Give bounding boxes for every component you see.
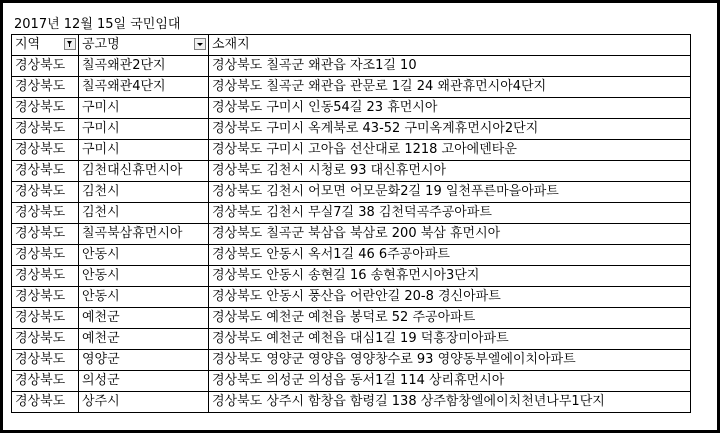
spreadsheet bbox=[11, 10, 707, 413]
cell-notice[interactable]: 김천시 bbox=[79, 182, 209, 203]
cell-address[interactable]: 경상북도 칠곡군 왜관읍 관문로 1길 24 왜관휴먼시아4단지 bbox=[209, 77, 691, 98]
table-row bbox=[12, 392, 691, 413]
cell-notice[interactable]: 칠곡왜관4단지 bbox=[79, 77, 209, 98]
cell-region[interactable]: 경상북도 bbox=[12, 77, 79, 98]
cell-address[interactable]: 경상북도 구미시 고아읍 선산대로 1218 고아에덴타운 bbox=[209, 140, 691, 161]
header-notice-label: 공고명 bbox=[82, 37, 120, 52]
header-row bbox=[12, 35, 691, 56]
cell-region[interactable]: 경상북도 bbox=[12, 140, 79, 161]
table-row bbox=[12, 161, 691, 182]
cell-notice[interactable]: 영양군 bbox=[79, 350, 209, 371]
cell-region[interactable]: 경상북도 bbox=[12, 245, 79, 266]
dropdown-arrow-icon[interactable] bbox=[194, 38, 206, 50]
header-region-label: 지역 bbox=[15, 37, 41, 52]
cell-address[interactable]: 경상북도 안동시 송현길 16 송현휴먼시아3단지 bbox=[209, 266, 691, 287]
table-row bbox=[12, 350, 691, 371]
cell-address[interactable]: 경상북도 김천시 무실7길 38 김천덕곡주공아파트 bbox=[209, 203, 691, 224]
cell-notice[interactable]: 구미시 bbox=[79, 119, 209, 140]
cell-region[interactable]: 경상북도 bbox=[12, 224, 79, 245]
cell-address[interactable]: 경상북도 구미시 인동54길 23 휴먼시아 bbox=[209, 98, 691, 119]
cell-notice[interactable]: 예천군 bbox=[79, 308, 209, 329]
cell-notice[interactable]: 칠곡왜관2단지 bbox=[79, 56, 209, 77]
cell-address[interactable]: 경상북도 예천군 예천읍 대심1길 19 덕흥장미아파트 bbox=[209, 329, 691, 350]
table-row bbox=[12, 266, 691, 287]
cell-address[interactable]: 경상북도 안동시 옥서1길 46 6주공아파트 bbox=[209, 245, 691, 266]
cell-region[interactable]: 경상북도 bbox=[12, 56, 79, 77]
table-row bbox=[12, 98, 691, 119]
table-row bbox=[12, 119, 691, 140]
table-row bbox=[12, 329, 691, 350]
table-row bbox=[12, 77, 691, 98]
cell-notice[interactable]: 예천군 bbox=[79, 329, 209, 350]
cell-notice[interactable]: 안동시 bbox=[79, 266, 209, 287]
data-table bbox=[11, 34, 691, 413]
table-row bbox=[12, 203, 691, 224]
cell-region[interactable]: 경상북도 bbox=[12, 182, 79, 203]
header-address bbox=[209, 35, 691, 56]
header-address-label: 소재지 bbox=[212, 37, 250, 52]
table-row bbox=[12, 224, 691, 245]
table-row bbox=[12, 287, 691, 308]
cell-region[interactable]: 경상북도 bbox=[12, 392, 79, 413]
table-row bbox=[12, 182, 691, 203]
cell-notice[interactable]: 구미시 bbox=[79, 140, 209, 161]
cell-address[interactable]: 경상북도 칠곡군 왜관읍 자조1길 10 bbox=[209, 56, 691, 77]
cell-notice[interactable]: 칠곡북삼휴먼시아 bbox=[79, 224, 209, 245]
table-row bbox=[12, 371, 691, 392]
cell-region[interactable]: 경상북도 bbox=[12, 203, 79, 224]
cell-region[interactable]: 경상북도 bbox=[12, 308, 79, 329]
cell-address[interactable]: 경상북도 구미시 옥계북로 43-52 구미옥계휴먼시아2단지 bbox=[209, 119, 691, 140]
cell-address[interactable]: 경상북도 칠곡군 북삼읍 북삼로 200 북삼 휴먼시아 bbox=[209, 224, 691, 245]
cell-address[interactable]: 경상북도 상주시 함창읍 함령길 138 상주함창엘에이치천년나무1단지 bbox=[209, 392, 691, 413]
table-row bbox=[12, 245, 691, 266]
cell-address[interactable]: 경상북도 영양군 영양읍 영양창수로 93 영양동부엘에이치아파트 bbox=[209, 350, 691, 371]
cell-address[interactable]: 경상북도 의성군 의성읍 동서1길 114 상리휴먼시아 bbox=[209, 371, 691, 392]
cell-notice[interactable]: 의성군 bbox=[79, 371, 209, 392]
cell-address[interactable]: 경상북도 예천군 예천읍 봉덕로 52 주공아파트 bbox=[209, 308, 691, 329]
cell-notice[interactable]: 상주시 bbox=[79, 392, 209, 413]
filter-active-icon[interactable] bbox=[64, 38, 76, 50]
cell-address[interactable]: 경상북도 안동시 풍산읍 어란안길 20-8 경신아파트 bbox=[209, 287, 691, 308]
header-region[interactable] bbox=[12, 35, 79, 56]
header-notice[interactable] bbox=[79, 35, 209, 56]
table-row bbox=[12, 140, 691, 161]
cell-region[interactable]: 경상북도 bbox=[12, 161, 79, 182]
cell-notice[interactable]: 안동시 bbox=[79, 245, 209, 266]
cell-notice[interactable]: 김천대신휴먼시아 bbox=[79, 161, 209, 182]
cell-address[interactable]: 경상북도 김천시 시청로 93 대신휴먼시아 bbox=[209, 161, 691, 182]
table-row bbox=[12, 56, 691, 77]
cell-notice[interactable]: 안동시 bbox=[79, 287, 209, 308]
cell-region[interactable]: 경상북도 bbox=[12, 371, 79, 392]
cell-region[interactable]: 경상북도 bbox=[12, 329, 79, 350]
cell-region[interactable]: 경상북도 bbox=[12, 266, 79, 287]
cell-region[interactable]: 경상북도 bbox=[12, 98, 79, 119]
cell-notice[interactable]: 구미시 bbox=[79, 98, 209, 119]
cell-region[interactable]: 경상북도 bbox=[12, 119, 79, 140]
cell-address[interactable]: 경상북도 김천시 어모면 어모문화2길 19 일천푸른마을아파트 bbox=[209, 182, 691, 203]
sheet-title: 2017년 12월 15일 국민임대 bbox=[14, 16, 181, 32]
cell-notice[interactable]: 김천시 bbox=[79, 203, 209, 224]
cell-region[interactable]: 경상북도 bbox=[12, 350, 79, 371]
table-row bbox=[12, 308, 691, 329]
cell-region[interactable]: 경상북도 bbox=[12, 287, 79, 308]
